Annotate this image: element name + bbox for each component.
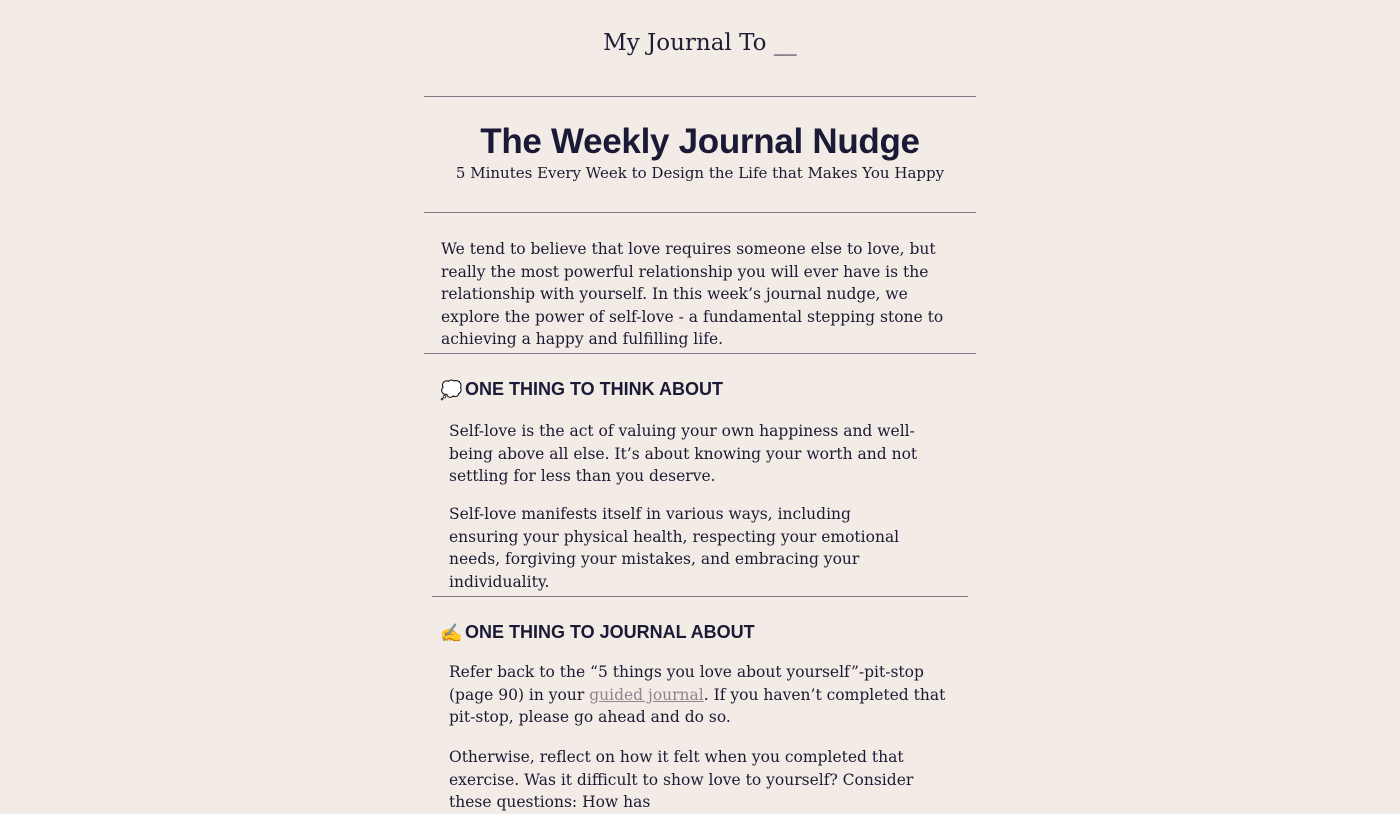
thought-bubble-icon: 💭 (440, 379, 463, 400)
divider (432, 596, 968, 597)
guided-journal-link[interactable]: guided journal (589, 685, 704, 704)
think-section-heading (440, 379, 723, 400)
think-heading-label: ONE THING TO THINK ABOUT (465, 379, 723, 399)
think-paragraph: Self-love is the act of valuing your own happiness and well-being above all else. It’s about knowing your worth and not settling for less than you deserve. (449, 422, 918, 485)
journal-paragraph: Otherwise, reflect on how it felt when you completed that exercise. Was it difficult to show love to yourself? Consider these questions: How has (449, 748, 914, 811)
journal-text: Refer back to the “5 things you love about yourself”-pit-stop (page 90) in your (449, 663, 924, 704)
newsletter-title: The Weekly Journal Nudge (480, 122, 920, 161)
writing-hand-icon: ✍️ (440, 622, 463, 643)
journal-text: . If you haven’t completed that pit-stop, please go ahead and do so. (449, 685, 946, 726)
journal-paragraph (449, 661, 954, 729)
think-paragraph: Self-love manifests itself in various ways, including ensuring your physical health, respecting your emotional needs, forgiving your mistakes, and embracing your individuality. (449, 505, 900, 591)
intro-paragraph: We tend to believe that love requires someone else to love, but really the most powerful relationship you will ever have is the relationship with yourself. In this week’s journal nudge, we explore the power of self-love - a fundamental stepping stone to achieving a happy and fulfilling life. (441, 240, 944, 348)
journal-section-heading (440, 622, 755, 643)
newsletter-subtitle: 5 Minutes Every Week to Design the Life that Makes You Happy (455, 164, 945, 182)
site-title[interactable]: My Journal To __ (603, 30, 797, 56)
divider (424, 96, 976, 97)
divider (424, 212, 976, 213)
journal-heading-label: ONE THING TO JOURNAL ABOUT (465, 622, 755, 642)
divider (424, 353, 976, 354)
